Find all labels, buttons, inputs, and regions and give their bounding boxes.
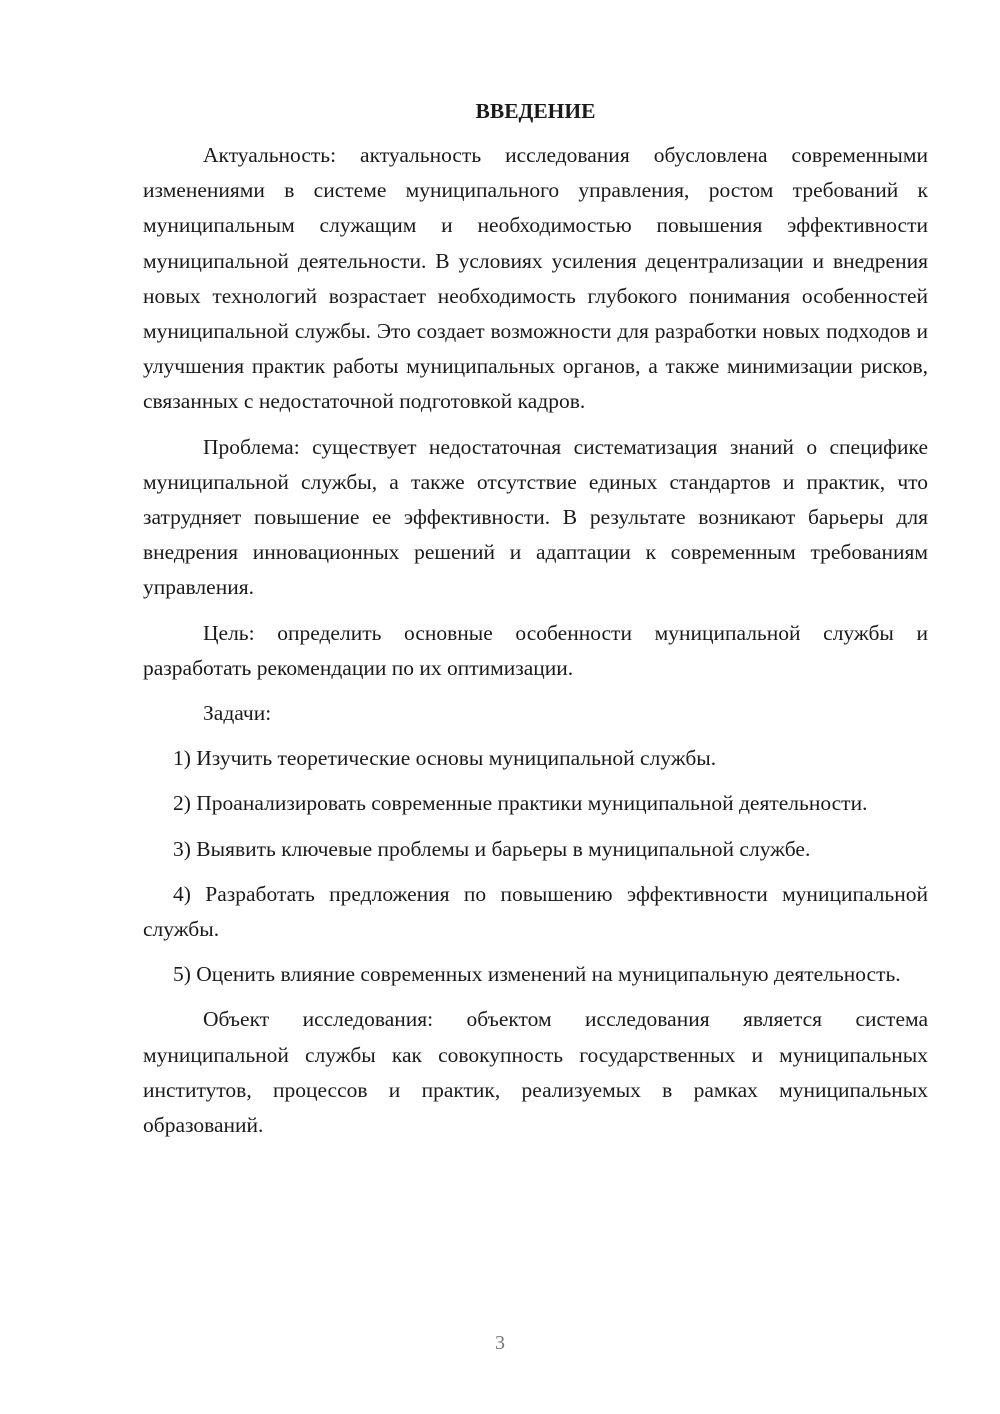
task-item-4: 4) Разработать предложения по повышению эффективности муниципальной службы. (143, 881, 928, 942)
task-item-1: 1) Изучить теоретические основы муниципальной службы. (173, 746, 717, 771)
task-list (143, 741, 928, 992)
page-number: 3 (495, 1332, 505, 1354)
paragraph-object: Объект исследования: объектом исследования является система муниципальной службы как совокупность государственных и муниципальных институтов, процессов и практик, реализуемых в рамках муниципальных образований. (143, 1007, 928, 1138)
task-item-2: 2) Проанализировать современные практики муниципальной деятельности. (173, 791, 868, 816)
document-page (143, 96, 928, 1153)
task-item-5: 5) Оценить влияние современных изменений на муниципальную деятельность. (173, 962, 901, 987)
paragraph-relevance: Актуальность: актуальность исследования обусловлена современными изменениями в системе муниципального управления, ростом требований к муниципальным служащим и необходимостью повышения эффективности муниципальной деятельности. В условиях усиления децентрализации и внедрения новых технологий возрастает необходимость глубокого понимания особенностей муниципальной службы. Это создает возможности для разработки новых подходов и улучшения практик работы муниципальных органов, а также минимизации рисков, связанных с недостаточной подготовкой кадров. (143, 143, 928, 414)
paragraph-problem: Проблема: существует недостаточная систематизация знаний о специфике муниципальной службы, а также отсутствие единых стандартов и практик, что затрудняет повышение ее эффективности. В результате возникают барьеры для внедрения инновационных решений и адаптации к современным требованиям управления. (143, 434, 928, 600)
section-title: ВВЕДЕНИЕ (475, 99, 596, 123)
tasks-label: Задачи: (203, 701, 272, 726)
paragraph-goal: Цель: определить основные особенности муниципальной службы и разработать рекомендации по их оптимизации. (143, 620, 928, 680)
task-item-3: 3) Выявить ключевые проблемы и барьеры в муниципальной службе. (173, 836, 811, 861)
